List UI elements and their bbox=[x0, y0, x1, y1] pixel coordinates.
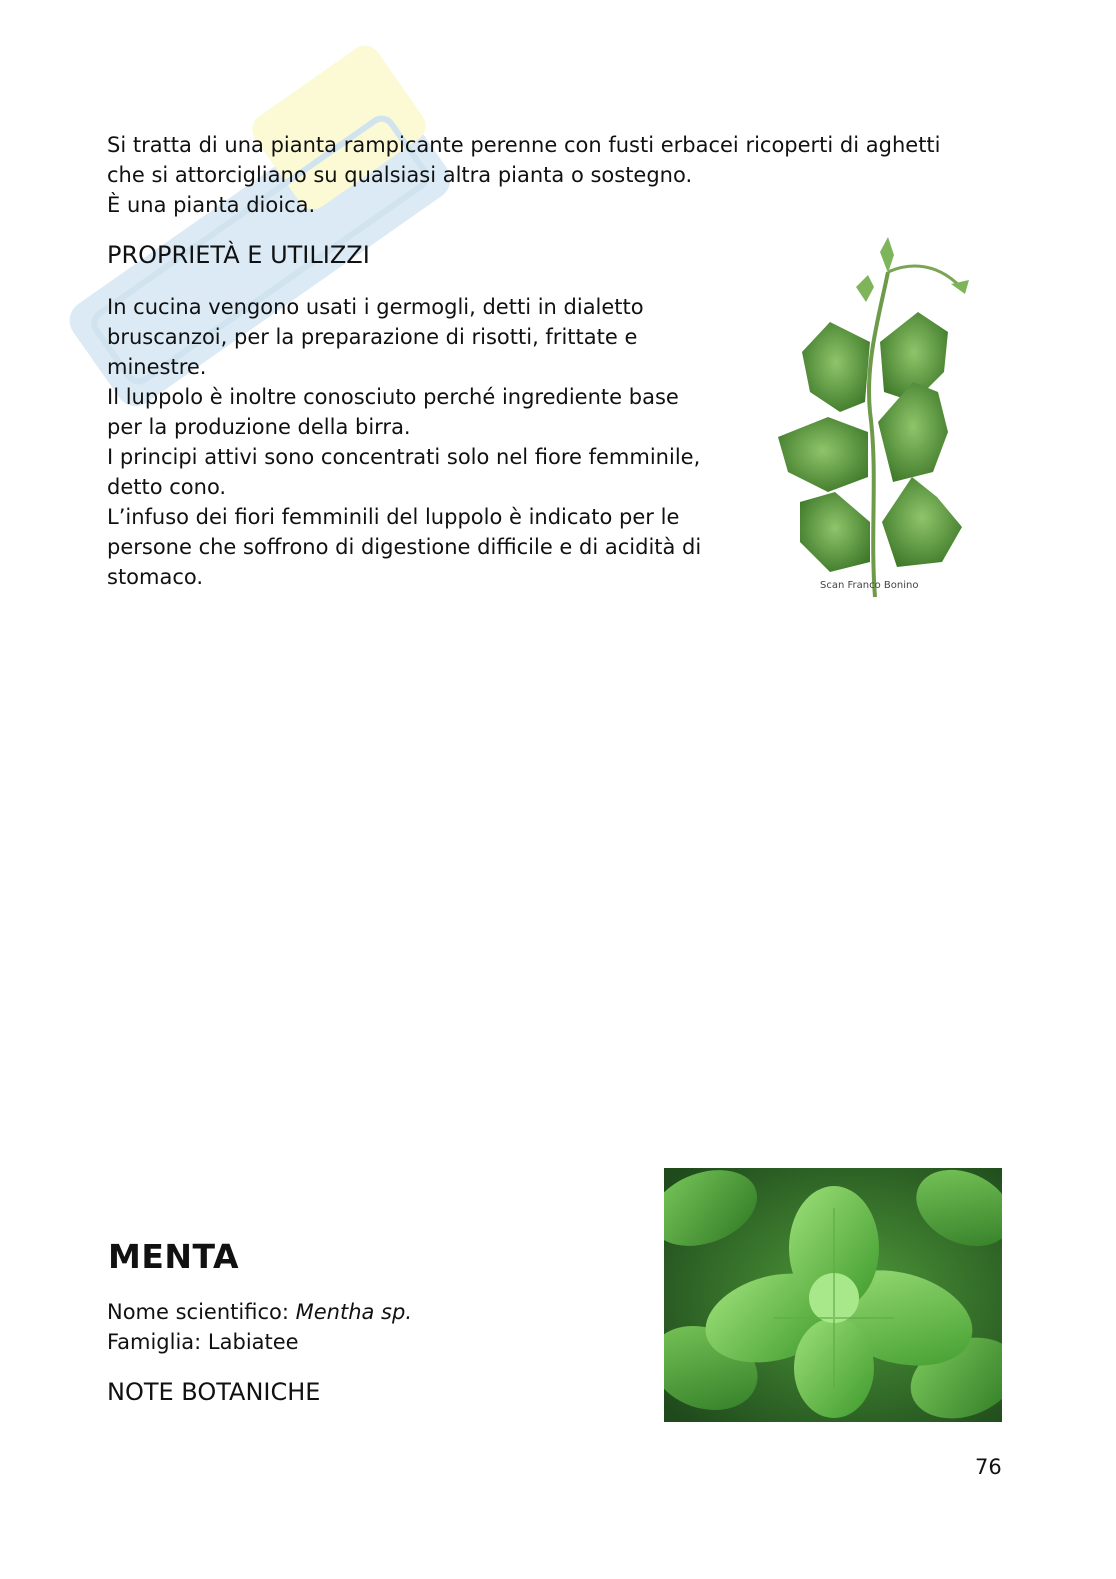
section-title: MENTA bbox=[108, 1237, 239, 1276]
intro-line: È una pianta dioica. bbox=[107, 193, 316, 217]
menta-info bbox=[107, 1297, 412, 1357]
properties-line: per la produzione della birra. bbox=[107, 415, 411, 439]
properties-line: persone che soffrono di digestione difficile e di acidità di bbox=[107, 535, 702, 559]
botanical-notes-heading: NOTE BOTANICHE bbox=[107, 1378, 321, 1406]
properties-line: I principi attivi sono concentrati solo nel fiore femminile, bbox=[107, 445, 701, 469]
page-number: 76 bbox=[975, 1455, 1002, 1479]
properties-line: stomaco. bbox=[107, 565, 204, 589]
scientific-name-line bbox=[107, 1297, 412, 1327]
hop-plant-image bbox=[770, 232, 980, 602]
intro-line: Si tratta di una pianta rampicante perenne con fusti erbacei ricoperti di aghetti bbox=[107, 133, 941, 157]
mint-plant-image bbox=[664, 1168, 1002, 1422]
family-line: Famiglia: Labiatee bbox=[107, 1330, 299, 1354]
properties-line: detto cono. bbox=[107, 475, 227, 499]
properties-line: In cucina vengono usati i germogli, detti in dialetto bbox=[107, 295, 644, 319]
properties-line: L’infuso dei fiori femminili del luppolo è indicato per le bbox=[107, 505, 680, 529]
properties-line: bruscanzoi, per la preparazione di risotti, frittate e bbox=[107, 325, 638, 349]
properties-heading: PROPRIETÀ E UTILIZZI bbox=[107, 241, 370, 269]
scientific-name: Mentha sp. bbox=[295, 1300, 412, 1324]
intro-paragraph bbox=[107, 130, 941, 220]
properties-line: Il luppolo è inoltre conosciuto perché ingrediente base bbox=[107, 385, 679, 409]
intro-line: che si attorcigliano su qualsiasi altra pianta o sostegno. bbox=[107, 163, 693, 187]
scientific-name-label: Nome scientifico: bbox=[107, 1300, 296, 1324]
properties-line: minestre. bbox=[107, 355, 207, 379]
properties-paragraph bbox=[107, 292, 701, 592]
hop-image-caption: Scan Franco Bonino bbox=[820, 580, 919, 591]
